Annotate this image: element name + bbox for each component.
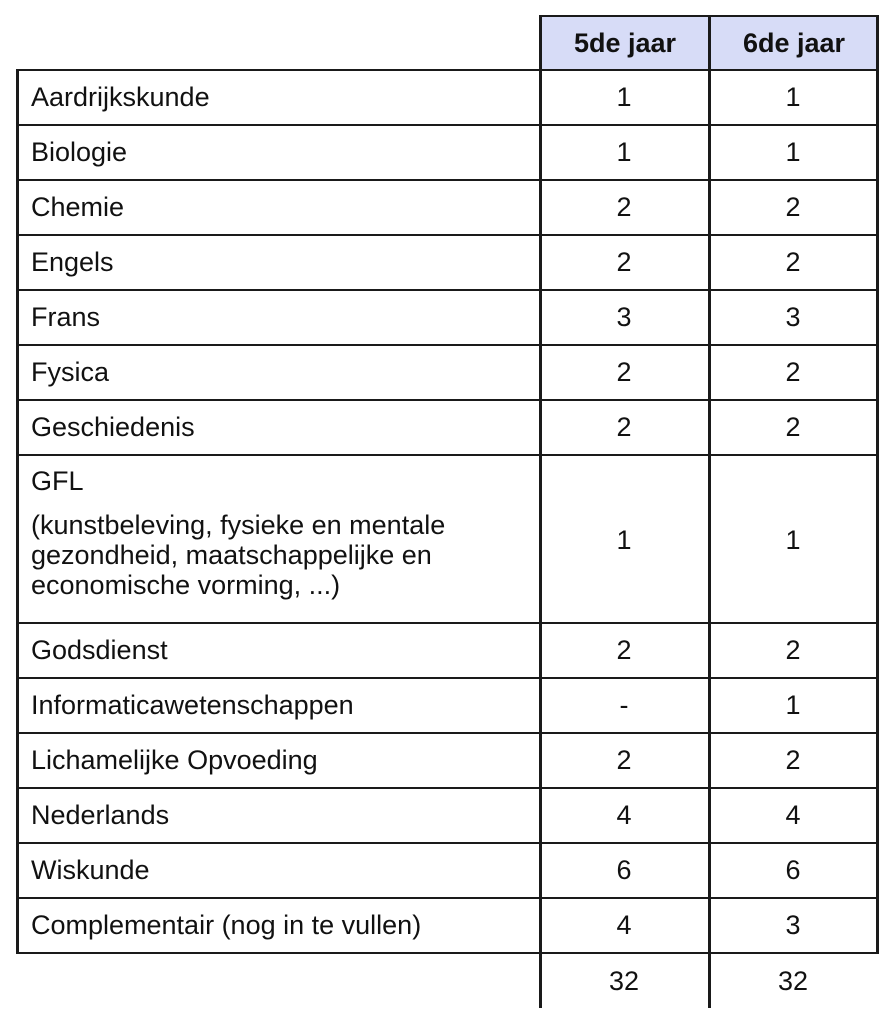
hours-6de-jaar: 1 [785, 82, 801, 112]
table-row [18, 71, 878, 124]
hours-5de-jaar: 4 [616, 910, 632, 940]
hours-5de-jaar: 2 [616, 745, 632, 775]
hours-6de-jaar: 2 [785, 745, 801, 775]
hours-6de-jaar: 3 [785, 910, 801, 940]
table-row [18, 679, 878, 732]
table-row [18, 401, 878, 454]
table-row [18, 734, 878, 787]
table-row [18, 456, 878, 622]
hours-6de-jaar: 2 [785, 635, 801, 665]
subject-label: Complementair (nog in te vullen) [31, 910, 422, 940]
subject-label: GFL [31, 466, 84, 496]
totals-row [18, 954, 878, 1008]
table-row [18, 624, 878, 677]
total-5de-jaar: 32 [608, 965, 640, 996]
subject-label: Geschiedenis [31, 412, 195, 442]
hours-5de-jaar: 3 [616, 302, 632, 332]
hours-5de-jaar: 1 [616, 82, 632, 112]
table-row [18, 346, 878, 399]
hours-6de-jaar: 2 [785, 412, 801, 442]
hours-6de-jaar: 1 [785, 690, 801, 720]
hours-5de-jaar: 2 [616, 357, 632, 387]
hours-5de-jaar: 1 [616, 137, 632, 167]
table-row [18, 236, 878, 289]
hours-5de-jaar: 2 [616, 192, 632, 222]
hours-5de-jaar: 2 [616, 247, 632, 277]
total-6de-jaar: 32 [777, 965, 809, 996]
hours-6de-jaar: 2 [785, 192, 801, 222]
subject-label: Nederlands [31, 800, 170, 830]
column-header-5de-jaar: 5de jaar [573, 27, 677, 58]
divider-horizontal [539, 15, 879, 17]
subject-label: Engels [31, 247, 114, 277]
hours-5de-jaar: 2 [616, 635, 632, 665]
table-row [18, 181, 878, 234]
hours-5de-jaar: 1 [616, 524, 632, 555]
table-row [18, 126, 878, 179]
subject-label: Frans [31, 302, 101, 332]
subject-label: Chemie [31, 192, 125, 222]
subject-label: Informaticawetenschappen [31, 690, 354, 720]
subject-label: Lichamelijke Opvoeding [31, 745, 318, 775]
hours-6de-jaar: 2 [785, 357, 801, 387]
table-row [18, 789, 878, 842]
hours-5de-jaar: 4 [616, 800, 632, 830]
hours-6de-jaar: 1 [785, 137, 801, 167]
hours-5de-jaar: 2 [616, 412, 632, 442]
hours-6de-jaar: 4 [785, 800, 801, 830]
subject-label: Biologie [31, 137, 128, 167]
subject-label: Wiskunde [31, 855, 150, 885]
hours-5de-jaar: - [619, 690, 629, 720]
subject-label-multiline [31, 466, 445, 600]
table-row [18, 291, 878, 344]
hours-6de-jaar: 6 [785, 855, 801, 885]
table-row [18, 844, 878, 897]
subject-label: Godsdienst [31, 635, 168, 665]
subject-note: (kunstbeleving, fysieke en mentale gezondheid, maatschappelijke en economische vorming, ...) [31, 510, 446, 600]
column-header-6de-jaar: 6de jaar [742, 27, 846, 58]
hours-6de-jaar: 3 [785, 302, 801, 332]
hours-6de-jaar: 1 [785, 524, 801, 555]
table-row [18, 899, 878, 952]
subject-label: Fysica [31, 357, 110, 387]
subject-label: Aardrijkskunde [31, 82, 210, 112]
hours-5de-jaar: 6 [616, 855, 632, 885]
hours-6de-jaar: 2 [785, 247, 801, 277]
